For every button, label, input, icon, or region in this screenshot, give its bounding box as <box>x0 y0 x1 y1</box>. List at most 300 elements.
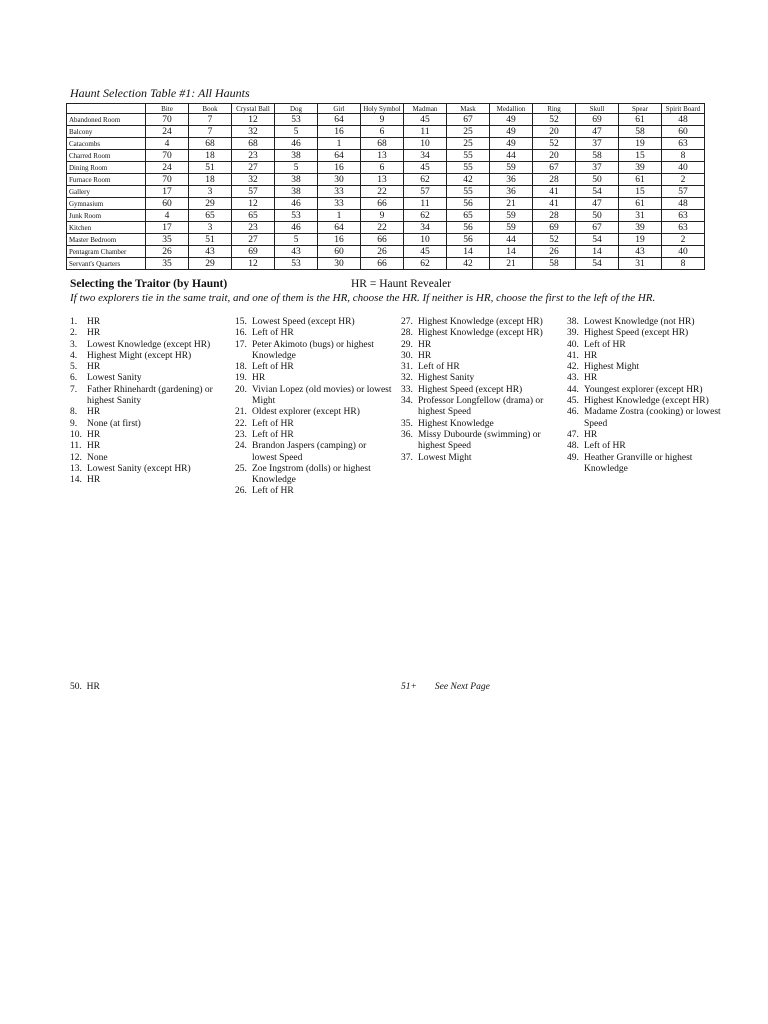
haunt-number: 15. <box>235 317 247 327</box>
list-item <box>235 441 392 464</box>
table-row <box>67 246 705 258</box>
haunt-number-cell: 69 <box>576 114 619 126</box>
haunt-number-cell: 51 <box>189 234 232 246</box>
haunt-number: 16. <box>235 328 247 339</box>
traitor-rule: Highest Speed (except HR) <box>418 384 523 395</box>
column-header: Bite <box>146 104 189 114</box>
haunt-number-cell: 69 <box>533 222 576 234</box>
haunt-number-cell: 70 <box>146 174 189 186</box>
traitor-rule: Peter Akimoto (bugs) or highest Knowledge <box>252 339 374 361</box>
traitor-rule: Left of HR <box>418 362 460 373</box>
haunt-number-cell: 43 <box>275 246 318 258</box>
haunt-number-cell: 16 <box>318 234 361 246</box>
room-name-cell: Gallery <box>67 186 146 198</box>
list-item <box>567 362 724 373</box>
traitor-rule: Highest Knowledge (except HR) <box>418 328 543 339</box>
haunt-number-cell: 41 <box>533 186 576 198</box>
haunt-number-cell: 21 <box>490 258 533 270</box>
traitor-heading: Selecting the Traitor (by Haunt) <box>70 278 228 290</box>
haunt-number-cell: 26 <box>361 246 404 258</box>
table-row <box>67 222 705 234</box>
list-item <box>235 430 392 441</box>
traitor-list-column-4 <box>567 317 724 475</box>
haunt-number: 41. <box>567 350 579 361</box>
haunt-number: 19. <box>235 373 247 384</box>
haunt-number: 36. <box>401 429 413 440</box>
haunt-number-cell: 52 <box>533 234 576 246</box>
traitor-rule: Missy Dubourde (swimming) or highest Speed <box>418 429 541 452</box>
list-item <box>70 441 227 452</box>
list-item <box>235 407 392 418</box>
haunt-number-cell: 61 <box>619 114 662 126</box>
haunt-number-cell: 55 <box>447 162 490 174</box>
haunt-number: 44. <box>567 384 579 395</box>
list-item <box>70 385 227 408</box>
room-name-cell: Furnace Room <box>67 174 146 186</box>
list-item <box>401 351 558 362</box>
haunt-number-cell: 43 <box>619 246 662 258</box>
traitor-rule: Father Rhinehardt (gardening) or highest Sanity <box>87 384 213 407</box>
traitor-rule: HR <box>252 373 266 384</box>
traitor-rule: Lowest Sanity <box>87 373 142 384</box>
column-header: Holy Symbol <box>361 104 404 114</box>
traitor-list-column-2 <box>235 317 392 498</box>
haunt-number: 2. <box>70 328 78 339</box>
haunt-number: 3. <box>70 339 78 350</box>
traitor-rule: Left of HR <box>252 362 294 373</box>
haunt-number-cell: 48 <box>662 198 705 210</box>
column-header: Crystal Ball <box>232 104 275 114</box>
haunt-number: 49. <box>567 452 579 463</box>
haunt-number: 8. <box>70 407 78 418</box>
traitor-rule: HR <box>87 328 101 339</box>
haunt-number-cell: 18 <box>189 174 232 186</box>
list-item <box>401 373 558 384</box>
list-item <box>70 362 227 373</box>
list-item <box>235 340 392 363</box>
traitor-rule: Madame Zostra (cooking) or lowest Speed <box>584 407 721 429</box>
list-item <box>567 328 724 339</box>
traitor-rule: HR <box>584 429 598 440</box>
traitor-rule: Highest Knowledge (except HR) <box>584 396 709 407</box>
haunt-number-cell: 42 <box>447 174 490 186</box>
haunt-number-cell: 17 <box>146 222 189 234</box>
haunt-number-cell: 42 <box>447 258 490 270</box>
haunt-number-cell: 66 <box>361 234 404 246</box>
haunt-number-cell: 45 <box>404 114 447 126</box>
haunt-number-cell: 64 <box>318 150 361 162</box>
haunt-number-cell: 58 <box>576 150 619 162</box>
column-header: Book <box>189 104 232 114</box>
haunt-number-cell: 16 <box>318 162 361 174</box>
haunt-number-cell: 49 <box>490 138 533 150</box>
list-item <box>567 317 724 328</box>
haunt-number-cell: 15 <box>619 186 662 198</box>
traitor-rule: None (at first) <box>87 418 141 429</box>
table-row <box>67 126 705 138</box>
haunt-number: 27. <box>401 317 413 327</box>
haunt-number-cell: 6 <box>361 126 404 138</box>
traitor-rule: Lowest Might <box>418 452 472 463</box>
haunt-number-cell: 67 <box>447 114 490 126</box>
haunt-number: 25. <box>235 463 247 474</box>
haunt-number-cell: 65 <box>447 210 490 222</box>
haunt-number: 17. <box>235 339 247 350</box>
haunt-number-cell: 47 <box>576 198 619 210</box>
haunt-number-cell: 33 <box>318 186 361 198</box>
traitor-rule: Zoe Ingstrom (dolls) or highest Knowledge <box>252 463 371 486</box>
haunt-number-cell: 44 <box>490 150 533 162</box>
haunt-number-cell: 32 <box>232 174 275 186</box>
haunt-number: 5. <box>70 362 78 373</box>
list-item <box>401 362 558 373</box>
haunt-number-cell: 12 <box>232 258 275 270</box>
traitor-rule: HR <box>87 317 101 327</box>
see-next-page: See Next Page <box>434 682 490 692</box>
haunt-number-cell: 28 <box>533 210 576 222</box>
list-item <box>235 419 392 430</box>
haunt-50-item <box>70 682 100 692</box>
room-name-cell: Balcony <box>67 126 146 138</box>
list-item <box>235 385 392 408</box>
haunt-number: 35. <box>401 418 413 429</box>
haunt-number-cell: 38 <box>275 186 318 198</box>
haunt-number-cell: 7 <box>189 126 232 138</box>
haunt-number: 31. <box>401 362 413 373</box>
haunt-number: 20. <box>235 384 247 395</box>
haunt-number-cell: 60 <box>318 246 361 258</box>
traitor-rule: Lowest Knowledge (except HR) <box>87 339 211 350</box>
haunt-number-cell: 2 <box>662 174 705 186</box>
haunt-number-cell: 38 <box>275 150 318 162</box>
room-name-cell: Servant's Quarters <box>67 258 146 270</box>
traitor-rule: Highest Sanity <box>418 373 475 384</box>
column-header: Girl <box>318 104 361 114</box>
haunt-number: 30. <box>401 350 413 361</box>
haunt-number-cell: 17 <box>146 186 189 198</box>
room-name-cell: Pentagram Chamber <box>67 246 146 258</box>
haunt-number-cell: 35 <box>146 234 189 246</box>
haunt-number-cell: 8 <box>662 150 705 162</box>
haunt-selection-table <box>66 103 705 270</box>
list-item <box>70 373 227 384</box>
haunt-number-cell: 44 <box>490 234 533 246</box>
haunt-50-number: 50. <box>70 682 82 692</box>
list-item <box>401 419 558 430</box>
haunt-number-cell: 30 <box>318 174 361 186</box>
traitor-rule: Highest Knowledge (except HR) <box>418 317 543 327</box>
haunt-number-cell: 1 <box>318 210 361 222</box>
haunt-number: 37. <box>401 452 413 463</box>
haunt-number-cell: 31 <box>619 210 662 222</box>
haunt-number: 11. <box>70 441 82 452</box>
haunt-number-cell: 21 <box>490 198 533 210</box>
haunt-number-cell: 33 <box>318 198 361 210</box>
haunt-number-cell: 57 <box>404 186 447 198</box>
haunt-number-cell: 24 <box>146 126 189 138</box>
haunt-number: 10. <box>70 429 82 440</box>
traitor-description: If two explorers tie in the same trait, and one of them is the HR, choose the HR. If neither is HR, choose the first to the left of the HR. <box>70 292 656 304</box>
haunt-number-cell: 46 <box>275 222 318 234</box>
haunt-number: 6. <box>70 373 78 384</box>
haunt-number-cell: 20 <box>533 126 576 138</box>
traitor-rule: None <box>87 452 108 463</box>
table-row <box>67 210 705 222</box>
haunt-number-cell: 30 <box>318 258 361 270</box>
haunt-number-cell: 7 <box>189 114 232 126</box>
haunt-number-cell: 40 <box>662 162 705 174</box>
traitor-list-column-1 <box>70 317 227 486</box>
list-item <box>567 396 724 407</box>
haunt-number-cell: 56 <box>447 234 490 246</box>
column-header: Medallion <box>490 104 533 114</box>
haunt-number-cell: 16 <box>318 126 361 138</box>
haunt-number-cell: 9 <box>361 210 404 222</box>
haunt-number-cell: 22 <box>361 222 404 234</box>
traitor-rule: Highest Knowledge <box>418 418 494 429</box>
list-item <box>235 464 392 487</box>
room-name-cell: Catacombs <box>67 138 146 150</box>
haunt-number-cell: 70 <box>146 114 189 126</box>
list-item <box>70 407 227 418</box>
haunt-number-cell: 24 <box>146 162 189 174</box>
table-row <box>67 150 705 162</box>
haunt-number-cell: 53 <box>275 114 318 126</box>
haunt-number-cell: 50 <box>576 210 619 222</box>
traitor-rule: HR <box>584 373 598 384</box>
traitor-rule: HR <box>87 407 101 418</box>
haunt-number-cell: 52 <box>533 114 576 126</box>
haunt-number: 22. <box>235 418 247 429</box>
haunt-number: 23. <box>235 429 247 440</box>
list-item <box>401 317 558 328</box>
haunt-number: 26. <box>235 486 247 497</box>
list-item <box>70 453 227 464</box>
haunt-number: 40. <box>567 339 579 350</box>
list-item <box>567 340 724 351</box>
table-row <box>67 258 705 270</box>
haunt-number-cell: 32 <box>232 126 275 138</box>
list-item <box>235 362 392 373</box>
haunt-number-cell: 5 <box>275 162 318 174</box>
haunt-number: 43. <box>567 373 579 384</box>
traitor-rule: HR <box>584 350 598 361</box>
haunt-number-cell: 53 <box>275 210 318 222</box>
haunt-number-cell: 29 <box>189 258 232 270</box>
haunt-number-cell: 2 <box>662 234 705 246</box>
haunt-50-text: HR <box>86 682 100 692</box>
list-item <box>567 351 724 362</box>
list-item <box>401 430 558 453</box>
haunt-number-cell: 65 <box>232 210 275 222</box>
list-item <box>567 373 724 384</box>
haunt-number: 21. <box>235 407 247 418</box>
table-row <box>67 162 705 174</box>
traitor-list-column-3 <box>401 317 558 464</box>
traitor-rule: Highest Speed (except HR) <box>584 328 689 339</box>
table-row <box>67 174 705 186</box>
traitor-rule: Vivian Lopez (old movies) or lowest Might <box>252 384 392 407</box>
traitor-rule: HR <box>418 350 432 361</box>
table-header-row <box>67 104 705 114</box>
haunt-number-cell: 67 <box>576 222 619 234</box>
haunt-number-cell: 56 <box>447 198 490 210</box>
haunt-number-cell: 5 <box>275 234 318 246</box>
column-header: Mask <box>447 104 490 114</box>
haunt-number-cell: 52 <box>533 138 576 150</box>
haunt-number-cell: 38 <box>275 174 318 186</box>
traitor-rule: HR <box>87 429 101 440</box>
column-header: Ring <box>533 104 576 114</box>
haunt-number-cell: 10 <box>404 234 447 246</box>
list-item <box>567 407 724 430</box>
haunt-number-cell: 59 <box>490 162 533 174</box>
list-item <box>235 373 392 384</box>
haunt-number-cell: 15 <box>619 150 662 162</box>
haunt-number-cell: 14 <box>490 246 533 258</box>
haunt-number-cell: 40 <box>662 246 705 258</box>
haunt-number-cell: 63 <box>662 210 705 222</box>
haunt-number-cell: 58 <box>533 258 576 270</box>
haunt-number-cell: 57 <box>662 186 705 198</box>
haunt-number-cell: 45 <box>404 246 447 258</box>
haunt-number-cell: 12 <box>232 198 275 210</box>
list-item <box>70 475 227 486</box>
haunt-number-cell: 39 <box>619 222 662 234</box>
traitor-rule: Heather Granville or highest Knowledge <box>584 452 693 474</box>
haunt-number-cell: 36 <box>490 186 533 198</box>
traitor-rule: Left of HR <box>252 418 294 429</box>
haunt-number: 24. <box>235 441 247 452</box>
haunt-number-cell: 54 <box>576 258 619 270</box>
haunt-number-cell: 31 <box>619 258 662 270</box>
haunt-number-cell: 8 <box>662 258 705 270</box>
haunt-number: 14. <box>70 475 82 486</box>
haunt-number: 32. <box>401 373 413 384</box>
haunt-number-cell: 66 <box>361 258 404 270</box>
list-item <box>401 385 558 396</box>
traitor-rule: Left of HR <box>584 339 626 350</box>
list-item <box>70 340 227 351</box>
list-item <box>235 328 392 339</box>
haunt-number-cell: 65 <box>189 210 232 222</box>
traitor-rule: Youngest explorer (except HR) <box>584 384 703 395</box>
traitor-rule: Left of HR <box>252 429 294 440</box>
list-item <box>70 464 227 475</box>
haunt-number: 28. <box>401 328 413 339</box>
haunt-number-cell: 10 <box>404 138 447 150</box>
haunt-number-cell: 37 <box>576 162 619 174</box>
list-item <box>401 396 558 419</box>
list-item <box>567 453 724 476</box>
haunt-number-cell: 68 <box>232 138 275 150</box>
haunt-number-cell: 28 <box>533 174 576 186</box>
haunt-number-cell: 69 <box>232 246 275 258</box>
haunt-number-cell: 50 <box>576 174 619 186</box>
haunt-number-cell: 34 <box>404 150 447 162</box>
haunt-number-cell: 59 <box>490 210 533 222</box>
room-name-cell: Master Bedroom <box>67 234 146 246</box>
room-name-cell: Charred Room <box>67 150 146 162</box>
haunt-number-cell: 53 <box>275 258 318 270</box>
haunt-number-cell: 60 <box>662 126 705 138</box>
haunt-number-cell: 61 <box>619 174 662 186</box>
traitor-rule: Highest Might (except HR) <box>87 350 192 361</box>
haunt-number-cell: 4 <box>146 210 189 222</box>
list-item <box>70 419 227 430</box>
haunt-number-cell: 43 <box>189 246 232 258</box>
haunt-number-cell: 19 <box>619 138 662 150</box>
haunt-number-cell: 49 <box>490 126 533 138</box>
room-name-cell: Dining Room <box>67 162 146 174</box>
column-header: Madman <box>404 104 447 114</box>
haunt-number-cell: 20 <box>533 150 576 162</box>
haunt-number-cell: 25 <box>447 138 490 150</box>
haunt-number-cell: 45 <box>404 162 447 174</box>
haunt-51-number: 51+ <box>401 682 417 692</box>
haunt-number-cell: 14 <box>447 246 490 258</box>
haunt-number-cell: 14 <box>576 246 619 258</box>
hr-definition: HR = Haunt Revealer <box>351 278 452 290</box>
list-item <box>235 486 392 497</box>
table-row <box>67 138 705 150</box>
haunt-number: 34. <box>401 396 413 407</box>
haunt-number-cell: 57 <box>232 186 275 198</box>
haunt-number-cell: 25 <box>447 126 490 138</box>
list-item <box>567 441 724 452</box>
table-title: Haunt Selection Table #1: All Haunts <box>70 86 250 100</box>
list-item <box>401 340 558 351</box>
column-header: Spirit Board <box>662 104 705 114</box>
haunt-number: 18. <box>235 362 247 373</box>
haunt-number-cell: 46 <box>275 198 318 210</box>
haunt-number-cell: 3 <box>189 186 232 198</box>
haunt-number-cell: 55 <box>447 150 490 162</box>
haunt-number-cell: 11 <box>404 198 447 210</box>
haunt-number-cell: 5 <box>275 126 318 138</box>
list-item <box>567 385 724 396</box>
traitor-rule: Highest Might <box>584 362 640 373</box>
haunt-number-cell: 64 <box>318 114 361 126</box>
haunt-number-cell: 26 <box>146 246 189 258</box>
haunt-number-cell: 67 <box>533 162 576 174</box>
haunt-number-cell: 19 <box>619 234 662 246</box>
haunt-number: 48. <box>567 441 579 452</box>
haunt-number-cell: 70 <box>146 150 189 162</box>
list-item <box>70 430 227 441</box>
haunt-number-cell: 23 <box>232 150 275 162</box>
traitor-rule: HR <box>87 475 101 486</box>
haunt-number-cell: 13 <box>361 150 404 162</box>
haunt-number-cell: 49 <box>490 114 533 126</box>
haunt-number-cell: 56 <box>447 222 490 234</box>
haunt-number: 46. <box>567 407 579 418</box>
haunt-number-cell: 54 <box>576 234 619 246</box>
column-header: Spear <box>619 104 662 114</box>
haunt-number-cell: 6 <box>361 162 404 174</box>
haunt-number-cell: 3 <box>189 222 232 234</box>
haunt-number-cell: 37 <box>576 138 619 150</box>
haunt-number-cell: 58 <box>619 126 662 138</box>
haunt-number-cell: 27 <box>232 162 275 174</box>
haunt-number: 4. <box>70 350 78 361</box>
traitor-rule: HR <box>87 441 101 452</box>
haunt-number: 38. <box>567 317 579 327</box>
list-item <box>567 430 724 441</box>
haunt-number-cell: 61 <box>619 198 662 210</box>
haunt-number-cell: 48 <box>662 114 705 126</box>
traitor-rule: HR <box>418 339 432 350</box>
